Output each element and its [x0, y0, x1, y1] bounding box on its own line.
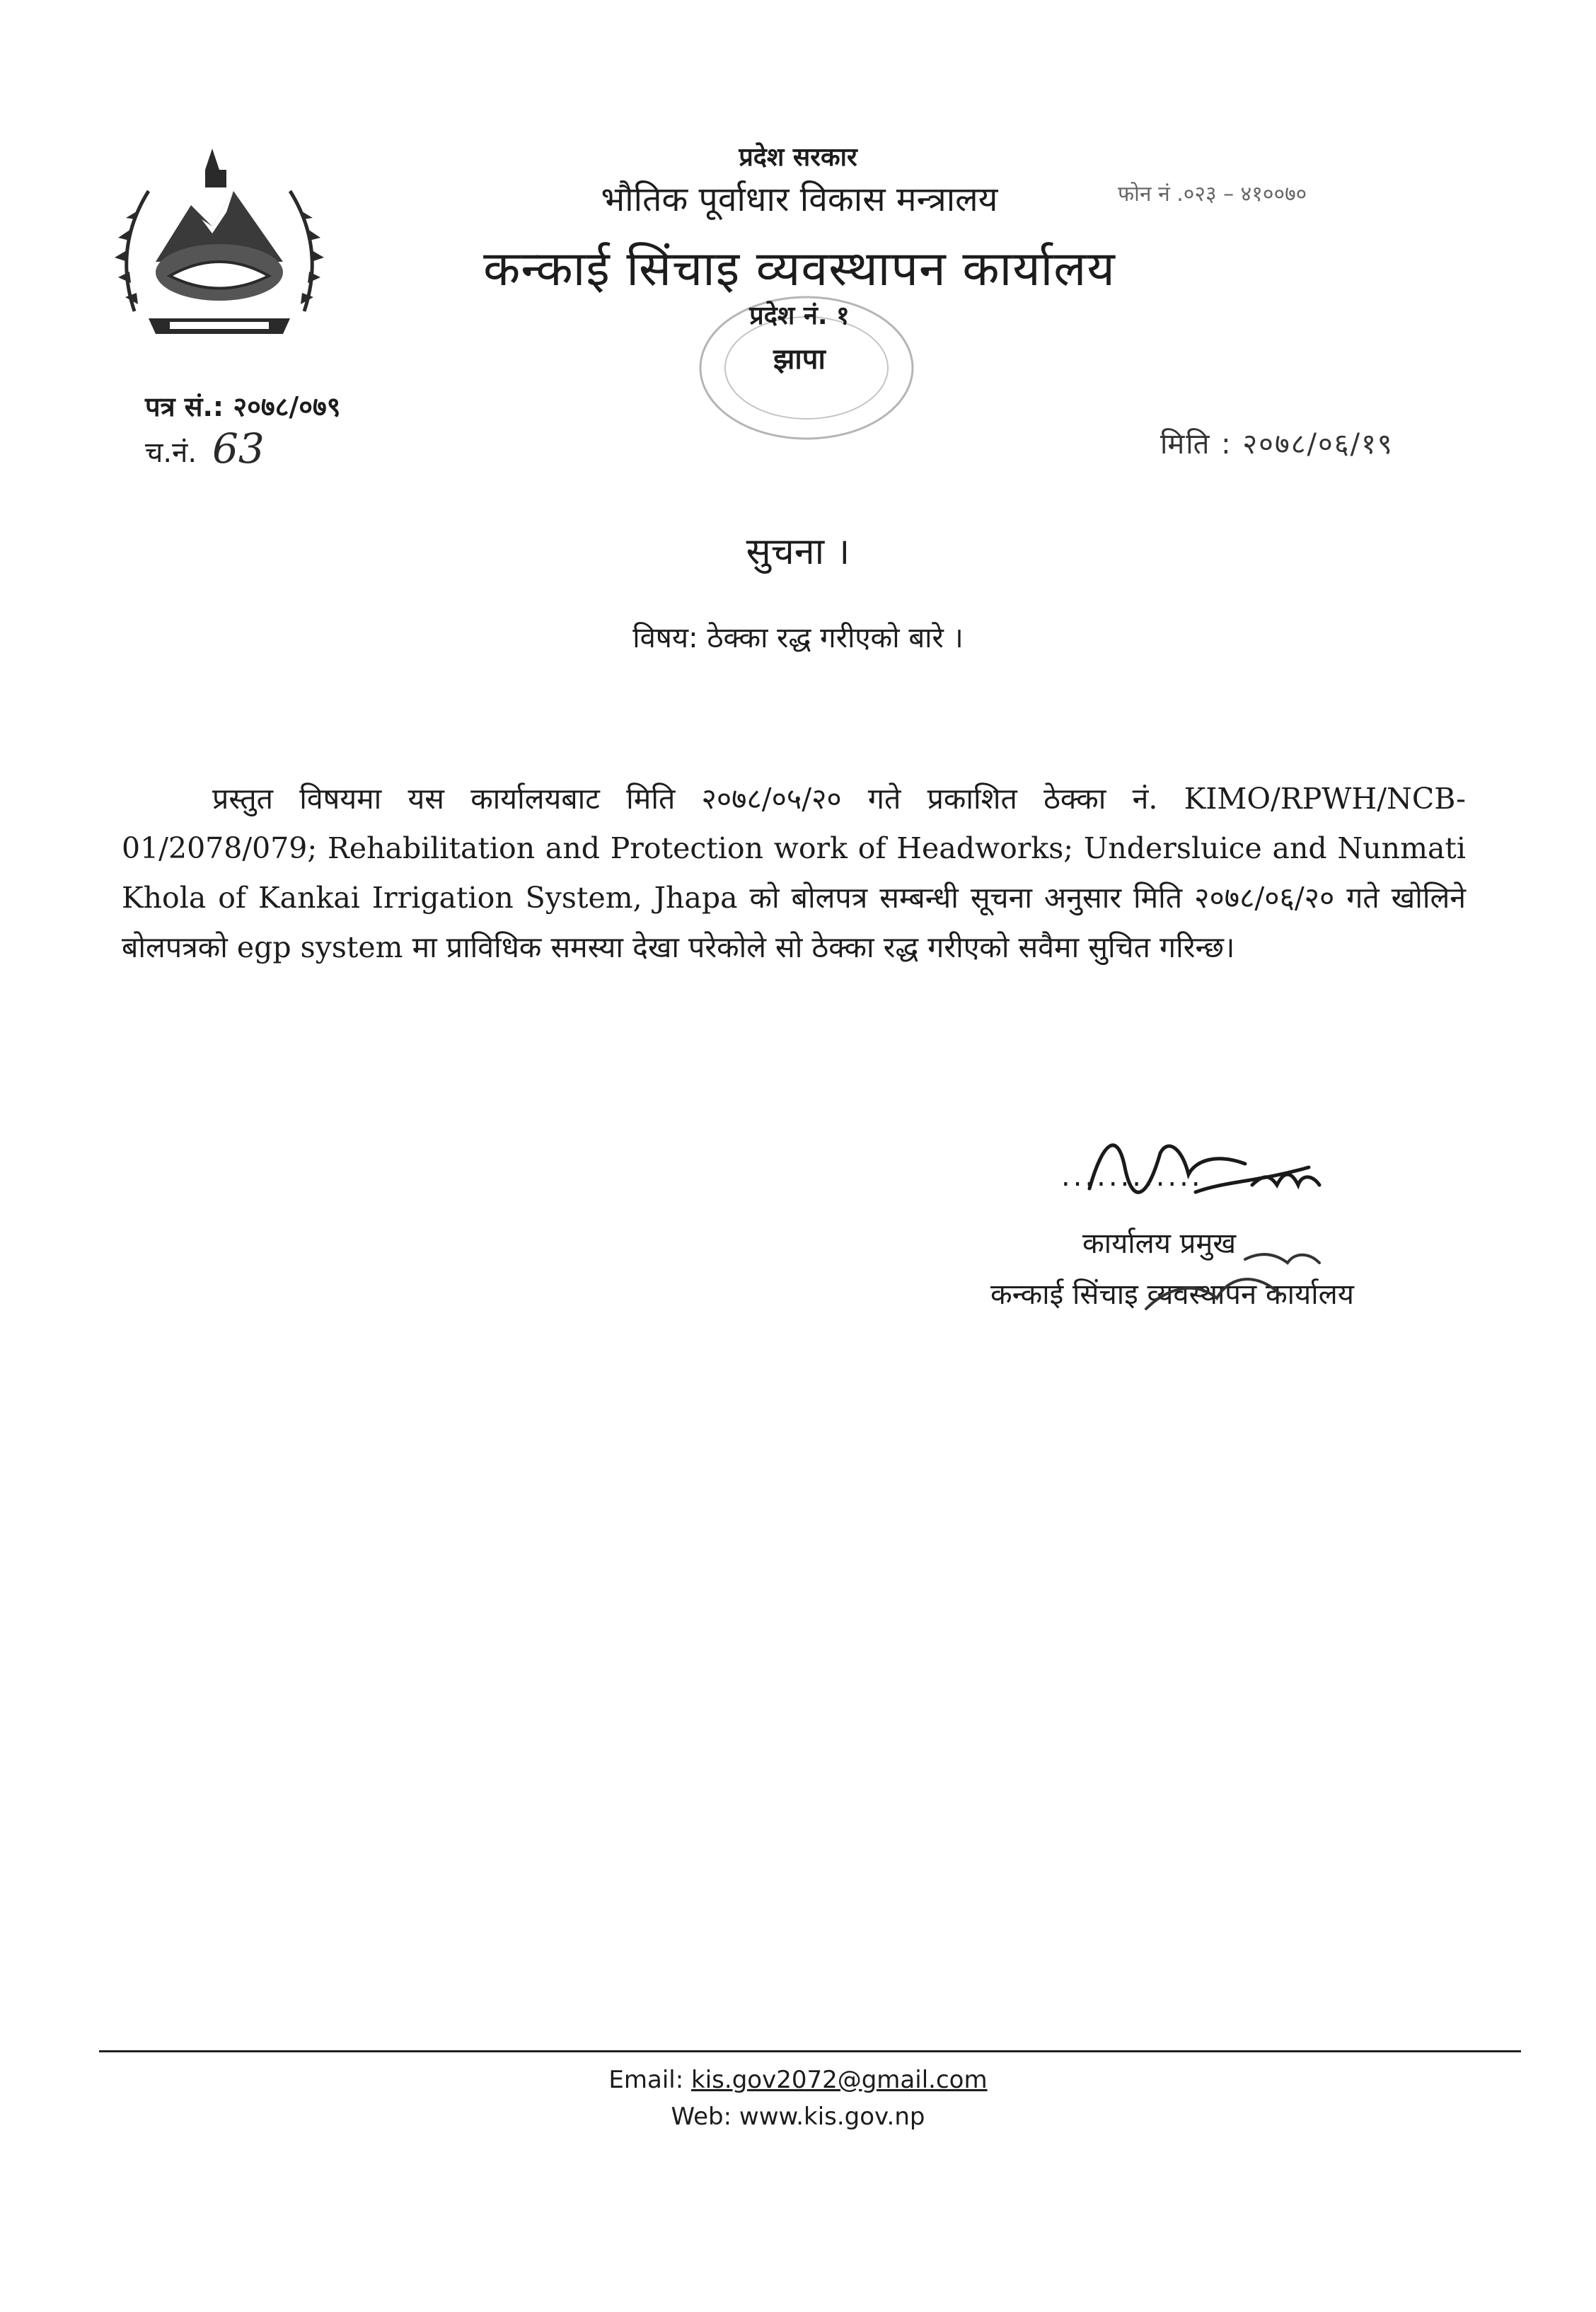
signatory-office: कन्काई सिंचाइ व्यवस्थापन कार्यालय: [990, 1278, 1354, 1311]
notice-title: सुचना ।: [746, 531, 850, 573]
signatory-title: कार्यालय प्रमुख: [1082, 1227, 1237, 1260]
letter-date: मिति : २०७८/०६/१९: [1160, 428, 1394, 461]
letter-number: पत्र सं.: २०७८/०७९: [145, 391, 341, 422]
ministry-name: भौतिक पूर्वाधार विकास मन्त्रालय: [601, 180, 998, 219]
footer-web: Web: www.kis.gov.np: [671, 2103, 925, 2131]
province-number: प्रदेश नं. १: [749, 301, 850, 330]
office-name: कन्काई सिंचाइ व्यवस्थापन कार्यालय: [483, 241, 1116, 297]
email-link[interactable]: kis.gov2072@gmail.com: [691, 2066, 988, 2094]
phone-number: फोन नं .०२३ – ४१००७०: [1118, 182, 1307, 207]
government-name: प्रदेश सरकार: [739, 143, 857, 172]
footer-divider: [99, 2050, 1521, 2052]
notice-body: [122, 774, 1466, 972]
notice-subject: विषय: ठेक्का रद्ध गरीएको बारे ।: [632, 622, 964, 654]
seal-scribble-icon: [1118, 1231, 1372, 1323]
government-emblem-icon: [106, 141, 332, 354]
signature-line: ............: [1061, 1160, 1203, 1193]
notice-body-text: प्रस्तुत विषयमा यस कार्यालयबाट मिति २०७८/०५/२० गते प्रकाशित ठेक्का नं. KIMO/RPWH/NCB-01/2078/079; Rehabilitation and Protection work of Headworks; Undersluice and Nunmati Khola of Kankai Irrigation System, Jhapa को बोलपत्र सम्बन्धी सूचना अनुसार मिति २०७८/०६/२० गते खोलिने बोलपत्रको egp system मा प्राविधिक समस्या देखा परेकोले सो ठेक्का रद्ध गरीएको सवैमा सुचित गरिन्छ।: [122, 782, 1466, 964]
footer-email: [0, 2066, 1596, 2094]
district-name: झापा: [773, 343, 826, 376]
dispatch-label: च.नं.: [145, 437, 197, 469]
dispatch-number: 63: [212, 424, 265, 473]
email-label: Email:: [608, 2066, 684, 2094]
